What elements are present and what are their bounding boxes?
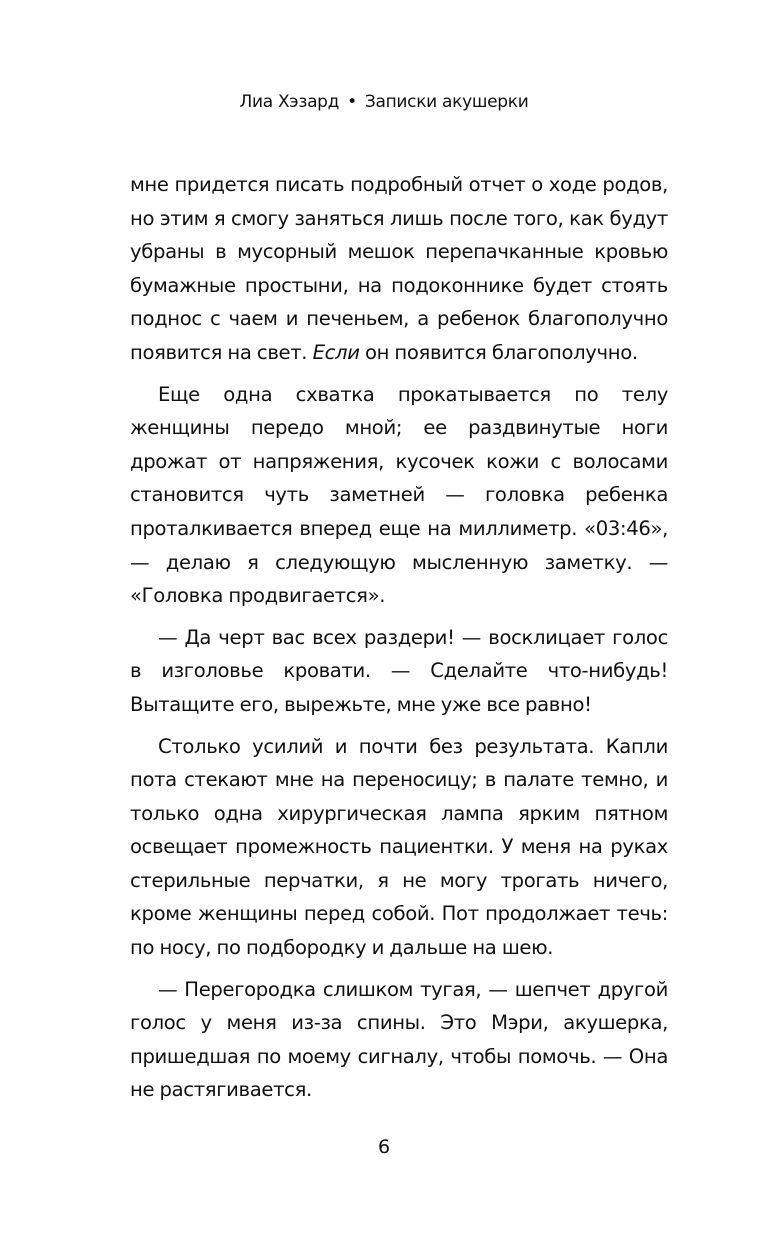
running-header [0, 92, 768, 112]
header-author: Лиа Хэзард [239, 92, 340, 112]
paragraph-1 [130, 168, 668, 370]
header-title: Записки акушерки [364, 92, 529, 112]
paragraph-1-after: он появится благополучно. [359, 340, 638, 364]
body-text [130, 168, 668, 1115]
paragraph-5: — Перегородка слишком тугая, — шепчет другой голос у меня из-за спины. Это Мэри, акушерка, пришедшая по моему сигналу, чтобы помочь. — Она не растягивается. [130, 977, 668, 1102]
paragraph-1-emphasis: Если [312, 340, 360, 364]
paragraph-3: — Да черт вас всех раздери! — восклицает голос в изголовье кровати. — Сделайте что-нибудь! Вытащите его, вырежьте, мне уже все равно! [130, 625, 668, 716]
header-separator: • [347, 92, 357, 112]
paragraph-1-before: мне придется писать подробный отчет о ходе родов, но этим я смогу заняться лишь после того, как будут убраны в мусорный мешок перепачканные кровью бумажные простыни, на подоконнике будет стоять поднос с чаем и печеньем, а ребенок благополучно появится на свет. [130, 173, 668, 364]
paragraph-2: Еще одна схватка прокатывается по телу женщины передо мной; ее раздвинутые ноги дрожат от напряжения, кусочек кожи с волосами становится чуть заметней — головка ребенка проталкивается вперед еще на миллиметр. «03:46», — делаю я следующую мысленную заметку. — «Головка продвигается». [130, 382, 668, 608]
page-number: 6 [377, 1136, 391, 1158]
paragraph-4: Столько усилий и почти без результата. Капли пота стекают мне на переносицу; в палате темно, и только одна хирургическая лампа ярким пятном освещает промежность пациентки. У меня на руках стерильные перчатки, я не могу трогать ничего, кроме женщины перед собой. Пот продолжает течь: по носу, по подбородку и дальше на шею. [130, 734, 668, 960]
